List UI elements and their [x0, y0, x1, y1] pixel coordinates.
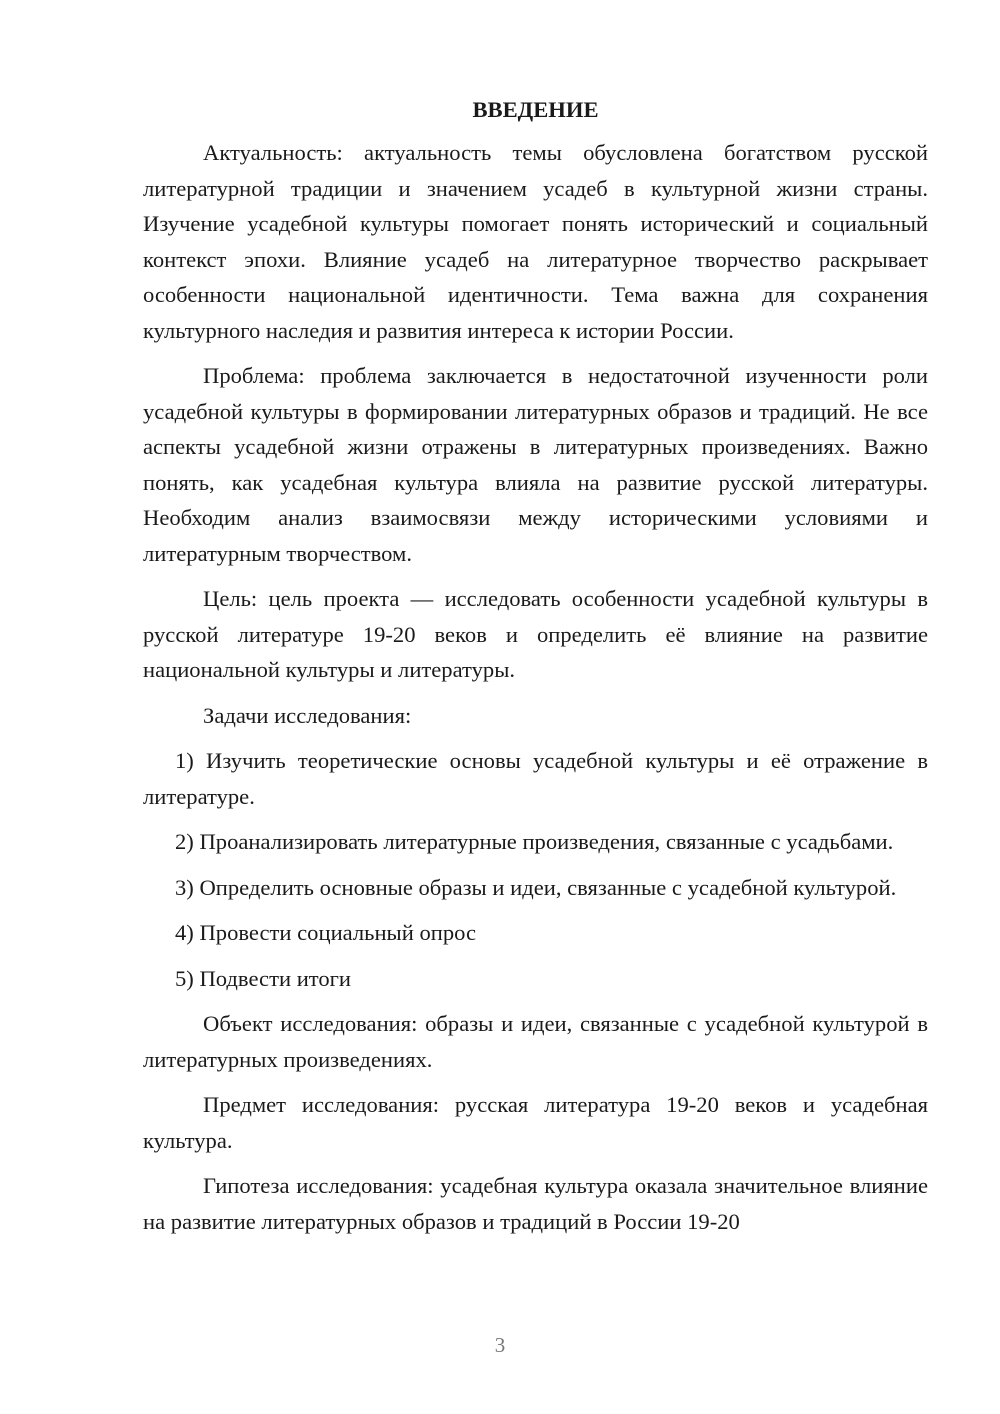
task-item-2: 2) Проанализировать литературные произведения, связанные с усадьбами. [175, 829, 894, 854]
page-title: ВВЕДЕНИЕ [472, 97, 599, 122]
page-number: 3 [494, 1333, 506, 1357]
task-item-4: 4) Провести социальный опрос [175, 920, 477, 945]
hypothesis-paragraph: Гипотеза исследования: усадебная культура оказала значительное влияние на развитие литературных образов и традиций в России 19-20 [143, 1173, 928, 1234]
task-item-5: 5) Подвести итоги [175, 965, 352, 991]
task-item-3: 3) Определить основные образы и идеи, связанные с усадебной культурой. [175, 874, 897, 900]
problem-paragraph: Проблема: проблема заключается в недостаточной изученности роли усадебной культуры в формировании литературных образов и традиций. Не все аспекты усадебной жизни отражены в литературных произведениях. Важно понять, как усадебная культура влияла на развитие русской литературы. Необходим анализ взаимосвязи между историческими условиями и литературным творчеством. [143, 363, 928, 566]
subject-paragraph: Предмет исследования: русская литература 19-20 веков и усадебная культура. [143, 1092, 928, 1153]
page-content [143, 92, 928, 1249]
tasks-heading: Задачи исследования: [203, 702, 412, 728]
goal-paragraph: Цель: цель проекта — исследовать особенности усадебной культуры в русской литературе 19-20 веков и определить её влияние на развитие национальной культуры и литературы. [143, 586, 928, 682]
task-item-1: 1) Изучить теоретические основы усадебной культуры и её отражение в литературе. [143, 748, 928, 809]
relevance-paragraph: Актуальность: актуальность темы обусловлена богатством русской литературной традиции и значением усадеб в культурной жизни страны. Изучение усадебной культуры помогает понять исторический и социальный контекст эпохи. Влияние усадеб на литературное творчество раскрывает особенности национальной идентичности. Тема важна для сохранения культурного наследия и развития интереса к истории России. [143, 140, 928, 343]
object-paragraph: Объект исследования: образы и идеи, связанные с усадебной культурой в литературных произведениях. [143, 1011, 928, 1072]
